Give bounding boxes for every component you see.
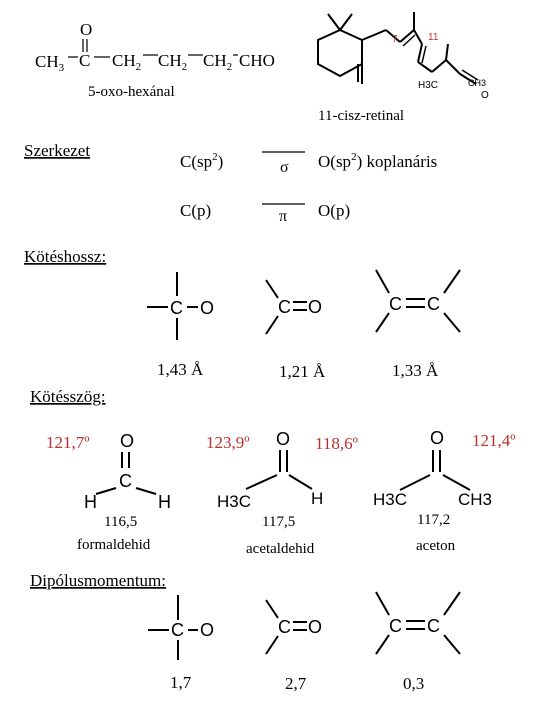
dipole-single-c-atom: C xyxy=(171,620,184,640)
formula-ch3: $CH_3$ xyxy=(35,52,65,74)
formaldehyde-h-left: H xyxy=(84,492,97,512)
acetaldehyde-h3c: H3C xyxy=(217,492,252,511)
acetaldehyde-bottom-angle: 117,5 xyxy=(262,514,296,530)
formula-ch2-3: $CH_2$ xyxy=(203,51,233,73)
dipole-single-o-atom: O xyxy=(200,620,215,640)
retinal-carbon-11-label: 11 xyxy=(428,32,439,43)
acetaldehyde-bonds xyxy=(246,450,312,489)
retinal-h3c-label: H3C xyxy=(418,80,439,91)
retinal-name: 11-cisz-retinal xyxy=(318,108,405,124)
acetone-bonds xyxy=(400,450,470,490)
acetone-name: aceton xyxy=(416,538,456,554)
acetaldehyde-h-atom: H xyxy=(311,489,324,508)
bond-length-heading: Kötéshossz: xyxy=(24,247,107,266)
dipole-value-2: 2,7 xyxy=(285,674,307,693)
cc-left-c-atom: C xyxy=(389,294,402,314)
acetaldehyde-o-atom: O xyxy=(276,429,291,449)
formaldehyde-h-right: H xyxy=(158,492,171,512)
acetaldehyde-top-angle: 123,9º xyxy=(206,433,250,452)
retinal-structure xyxy=(318,12,478,84)
structure-heading: Szerkezet xyxy=(24,141,91,160)
pi-symbol: π xyxy=(279,208,288,225)
bond-length-value-1: 1,43 Å xyxy=(157,360,204,379)
structure-row2-left: C(p) xyxy=(180,201,212,220)
double-o-atom: O xyxy=(308,297,323,317)
dipole-cc-left-c-atom: C xyxy=(389,616,402,636)
formula-ch2-2: $CH_2$ xyxy=(158,51,188,73)
sigma-symbol: σ xyxy=(280,159,289,176)
dipole-heading: Dipólusmomentum: xyxy=(30,571,166,590)
structure-row1-left: $C(sp^2)$ xyxy=(180,151,224,171)
formula-carbonyl-carbon: C xyxy=(79,51,91,70)
cc-right-c-atom: C xyxy=(427,294,440,314)
structure-row1-right: $O(sp^2)$ koplanáris xyxy=(318,151,438,171)
structure-row2-right: O(p) xyxy=(318,201,351,220)
formaldehyde-name: formaldehid xyxy=(77,537,151,553)
acetone-h3c: H3C xyxy=(373,490,408,509)
acetone-o-atom: O xyxy=(430,428,445,448)
dipole-double-c-atom: C xyxy=(278,617,291,637)
bond-length-value-2: 1,21 Å xyxy=(279,362,326,381)
formaldehyde-bottom-angle: 116,5 xyxy=(104,514,138,530)
formula-oxygen: O xyxy=(80,20,93,39)
formula-ch2-1: $CH_2$ xyxy=(112,51,142,73)
bond-length-value-3: 1,33 Å xyxy=(392,361,439,380)
formula-cho: CHO xyxy=(239,51,275,70)
single-c-atom: C xyxy=(170,298,183,318)
acetone-ch3: CH3 xyxy=(458,490,493,509)
formaldehyde-o-atom: O xyxy=(120,431,135,451)
acetone-top-angle: 121,4º xyxy=(472,431,516,450)
formaldehyde-top-angle: 121,7º xyxy=(46,433,90,452)
dipole-value-3: 0,3 xyxy=(403,674,425,693)
acetaldehyde-name: acetaldehid xyxy=(246,541,315,557)
retinal-carbon-7-label: 7 xyxy=(392,34,398,45)
retinal-oxygen-label: O xyxy=(481,90,489,101)
single-o-atom: O xyxy=(200,298,215,318)
acetaldehyde-right-angle: 118,6º xyxy=(315,434,358,453)
bond-angle-heading: Kötésszög: xyxy=(30,387,106,406)
oxo-hexanal-formula xyxy=(35,20,275,100)
oxo-hexanal-name: 5-oxo-hexánal xyxy=(88,84,175,100)
retinal-ch3-label: CH3 xyxy=(468,78,487,88)
dipole-value-1: 1,7 xyxy=(170,673,192,692)
acetone-bottom-angle: 117,2 xyxy=(417,512,451,528)
formaldehyde-c-atom: C xyxy=(119,471,132,491)
dipole-cc-right-c-atom: C xyxy=(427,616,440,636)
dipole-double-o-atom: O xyxy=(308,617,323,637)
double-c-atom: C xyxy=(278,297,291,317)
